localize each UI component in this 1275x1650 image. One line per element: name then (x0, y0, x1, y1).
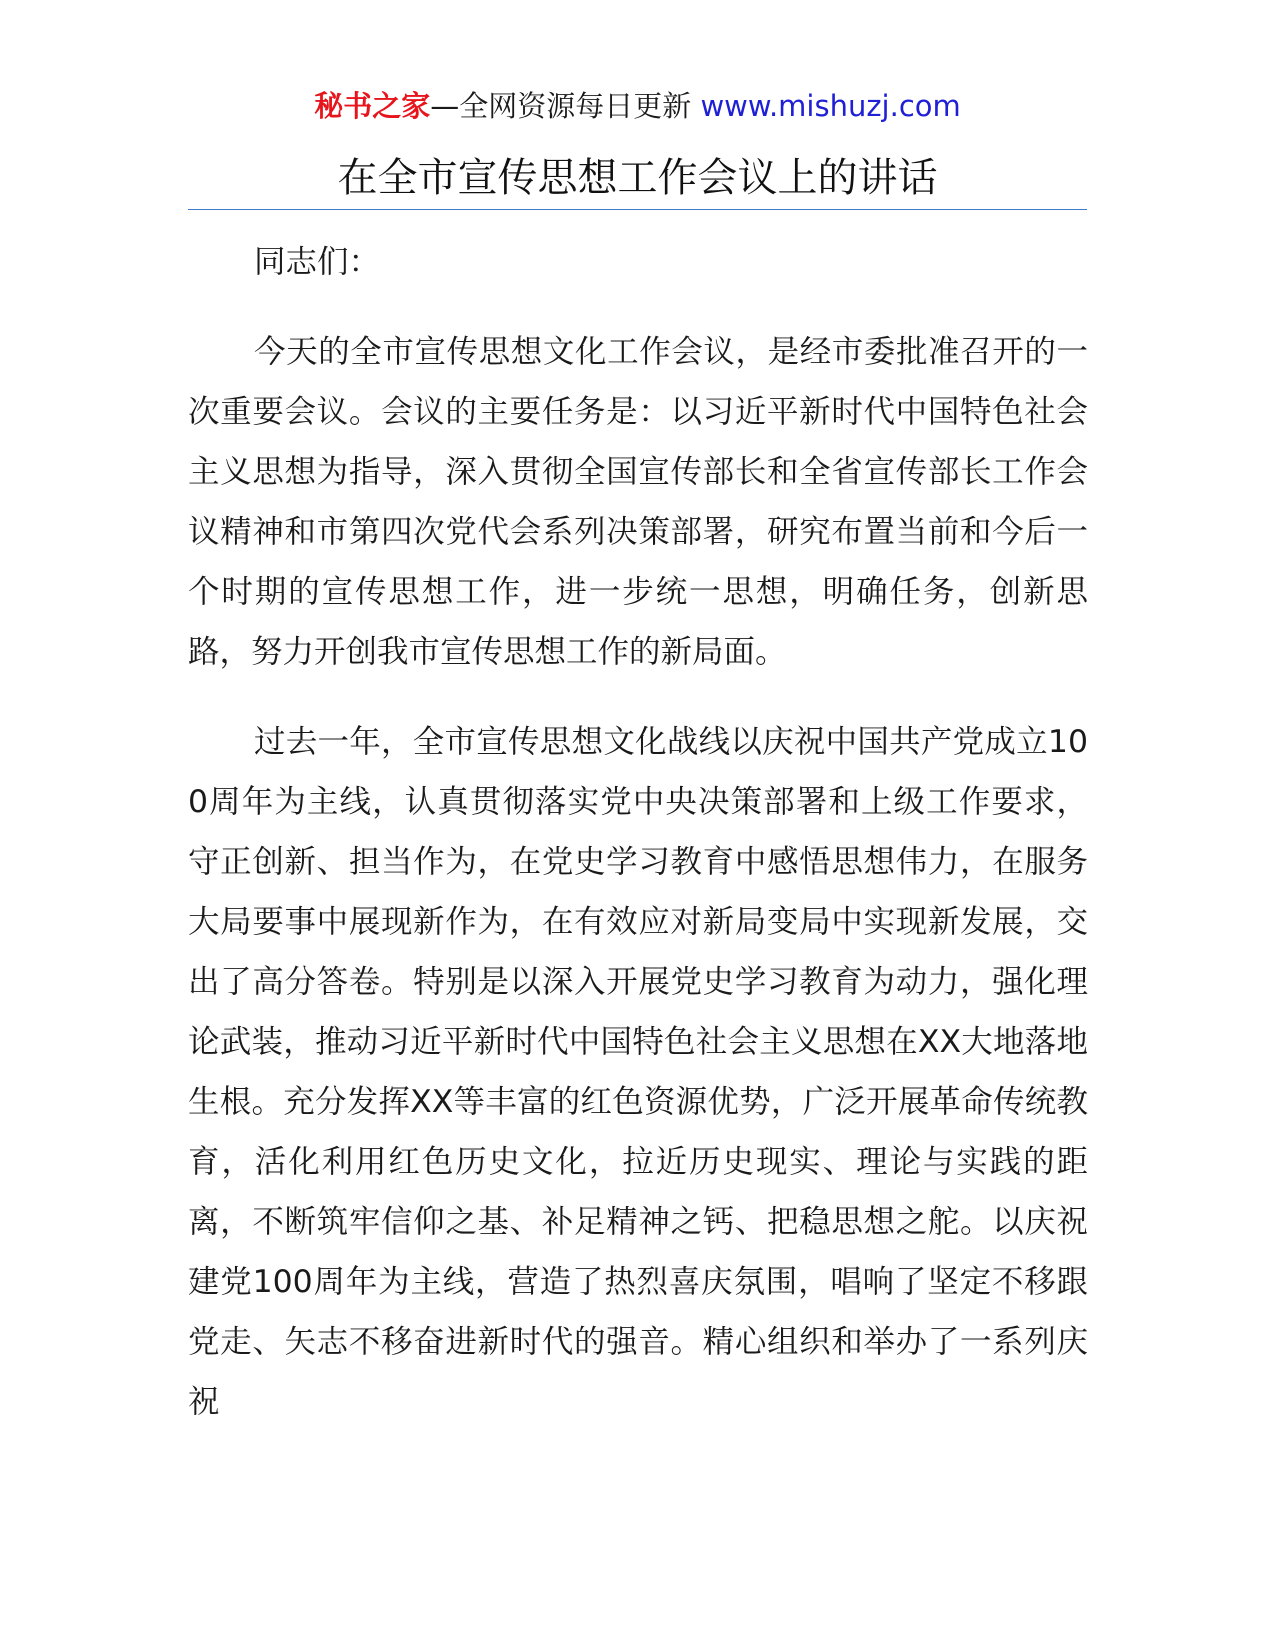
paragraph-1: 今天的全市宣传思想文化工作会议，是经市委批准召开的一次重要会议。会议的主要任务是：以习近平新时代中国特色社会主义思想为指导，深入贯彻全国宣传部长和全省宣传部长工作会议精神和市第四次党代会系列决策部署，研究布置当前和今后一个时期的宣传思想工作，进一步统一思想，明确任务，创新思路，努力开创我市宣传思想工作的新局面。 (188, 334, 1088, 670)
salutation: 同志们： (254, 244, 381, 280)
paragraph-2: 过去一年，全市宣传思想文化战线以庆祝中国共产党成立100周年为主线，认真贯彻落实党中央决策部署和上级工作要求，守正创新、担当作为，在党史学习教育中感悟思想伟力，在服务大局要事中展现新作为，在有效应对新局变局中实现新发展，交出了高分答卷。特别是以深入开展党史学习教育为动力，强化理论武装，推动习近平新时代中国特色社会主义思想在XX大地落地生根。充分发挥XX等丰富的红色资源优势，广泛开展革命传统教育，活化利用红色历史文化，拉近历史现实、理论与实践的距离，不断筑牢信仰之基、补足精神之钙、把稳思想之舵。以庆祝建党100周年为主线，营造了热烈喜庆氛围，唱响了坚定不移跟党走、矢志不移奋进新时代的强音。精心组织和举办了一系列庆祝 (188, 724, 1088, 1420)
document-title: 在全市宣传思想工作会议上的讲话 (337, 155, 938, 201)
site-header (0, 86, 1275, 126)
site-url-link[interactable]: www.mishuzj.com (700, 89, 961, 123)
site-tagline: —全网资源每日更新 (430, 89, 692, 123)
document-body (188, 232, 1088, 1462)
title-divider (188, 209, 1087, 210)
brand-name: 秘书之家 (314, 89, 431, 123)
